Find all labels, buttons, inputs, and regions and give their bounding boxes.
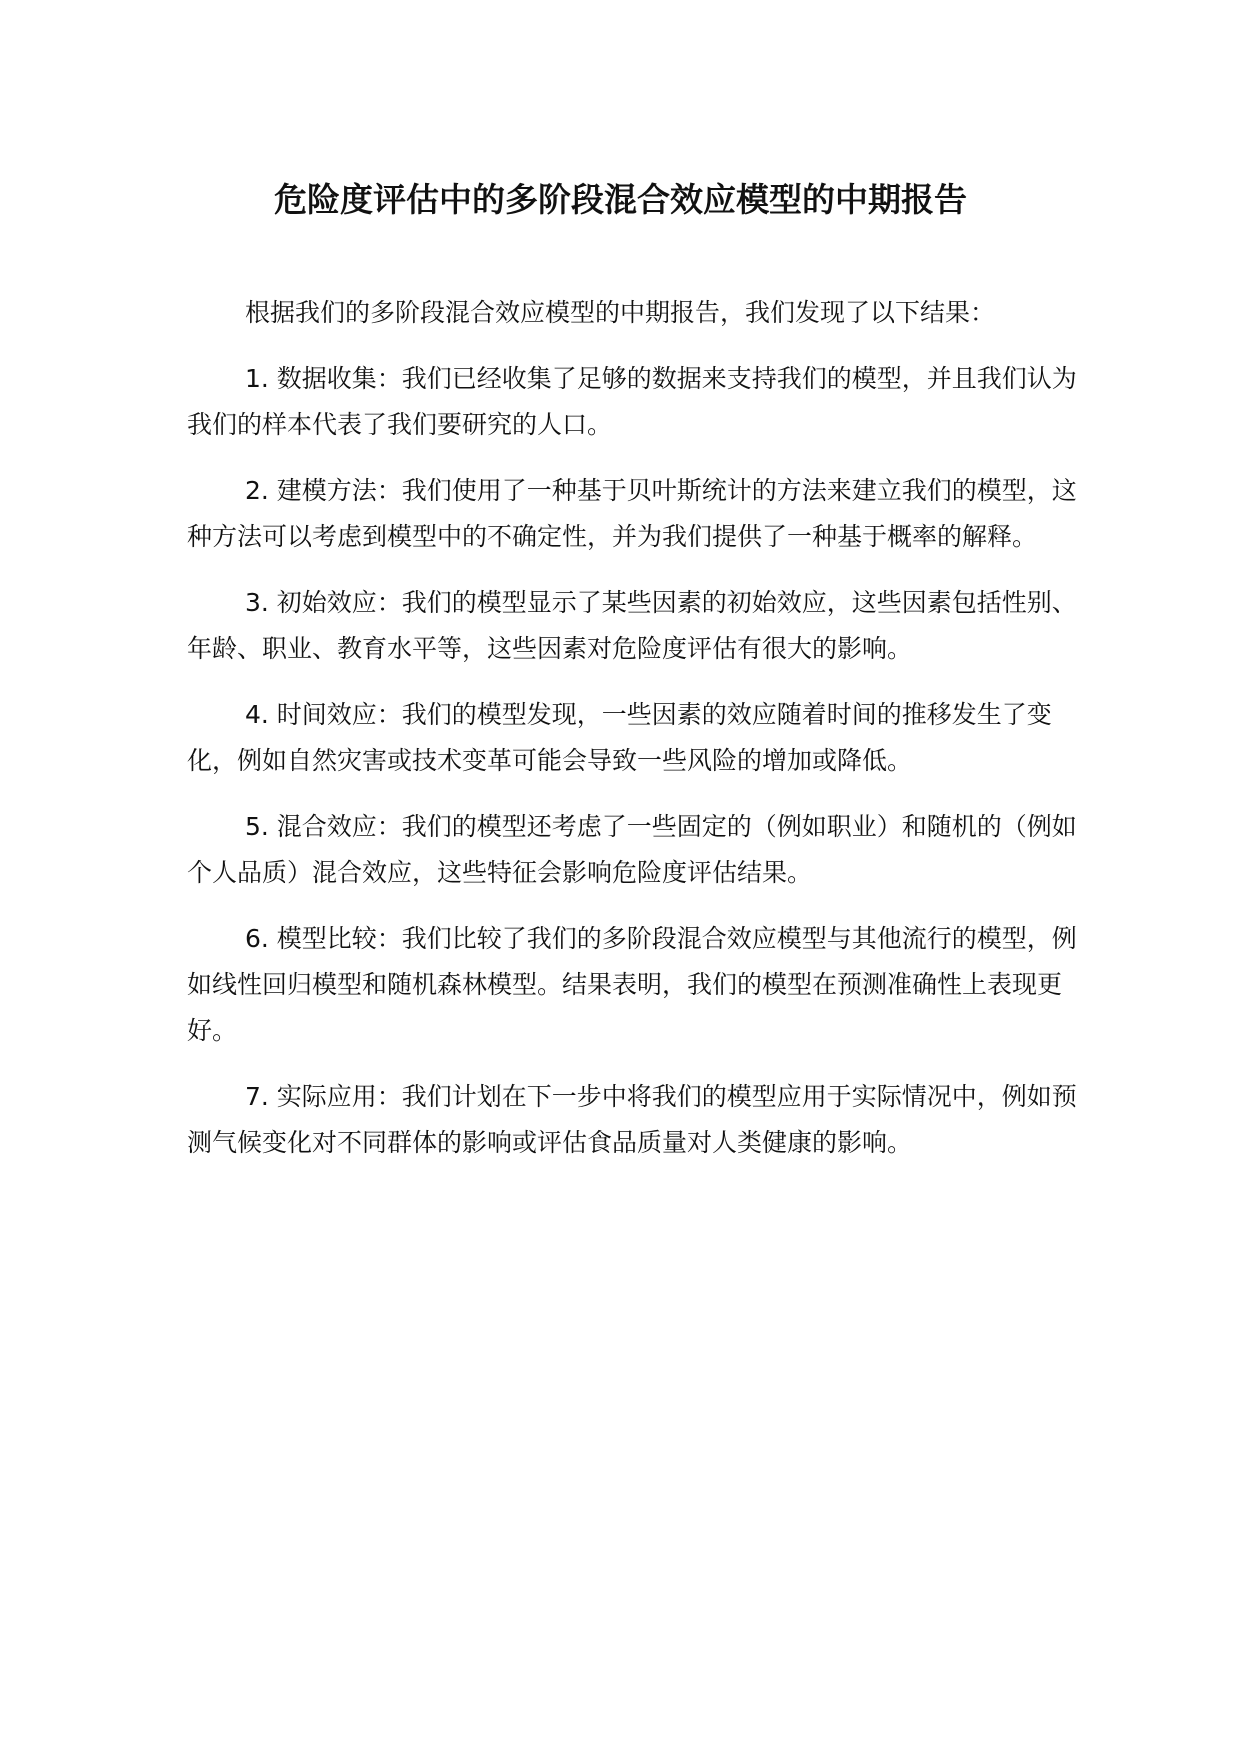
finding-model-comparison: 6. 模型比较：我们比较了我们的多阶段混合效应模型与其他流行的模型，例如线性回归模型和随机森林模型。结果表明，我们的模型在预测准确性上表现更好。 [187,924,1077,1045]
intro-paragraph: 根据我们的多阶段混合效应模型的中期报告，我们发现了以下结果： [245,298,996,327]
finding-practical-application: 7. 实际应用：我们计划在下一步中将我们的模型应用于实际情况中，例如预测气候变化对不同群体的影响或评估食品质量对人类健康的影响。 [187,1082,1077,1157]
finding-initial-effect: 3. 初始效应：我们的模型显示了某些因素的初始效应，这些因素包括性别、年龄、职业、教育水平等，这些因素对危险度评估有很大的影响。 [187,588,1077,663]
finding-time-effect: 4. 时间效应：我们的模型发现，一些因素的效应随着时间的推移发生了变化，例如自然灾害或技术变革可能会导致一些风险的增加或降低。 [187,700,1052,775]
document-title: 危险度评估中的多阶段混合效应模型的中期报告 [274,180,967,219]
finding-mixed-effect: 5. 混合效应：我们的模型还考虑了一些固定的（例如职业）和随机的（例如个人品质）混合效应，这些特征会影响危险度评估结果。 [187,812,1077,887]
finding-data-collection: 1. 数据收集：我们已经收集了足够的数据来支持我们的模型，并且我们认为我们的样本代表了我们要研究的人口。 [187,364,1077,439]
finding-modeling-method: 2. 建模方法：我们使用了一种基于贝叶斯统计的方法来建立我们的模型，这种方法可以考虑到模型中的不确定性，并为我们提供了一种基于概率的解释。 [187,476,1077,551]
document-body [187,290,1077,1186]
